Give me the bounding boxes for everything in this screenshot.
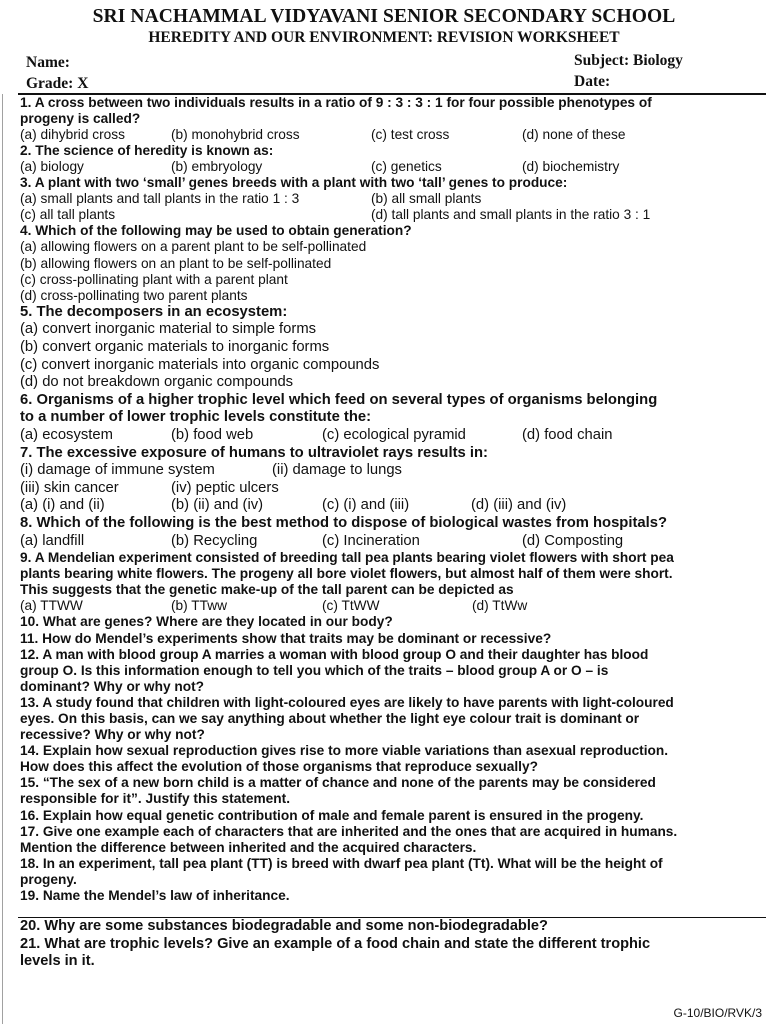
option-c: (c) cross-pollinating plant with a parent plant — [20, 271, 288, 287]
question-13: 13. A study found that children with light-coloured eyes are likely to have parents with light-coloured — [20, 694, 674, 710]
worksheet-title: HEREDITY AND OUR ENVIRONMENT: REVISION WORKSHEET — [148, 29, 620, 46]
question-text: to a number of lower trophic levels constitute the: — [20, 409, 372, 426]
option-c: (c) (i) and (iii) — [322, 497, 410, 514]
option-a: (a) convert inorganic material to simple forms — [20, 321, 317, 338]
question-11: 11. How do Mendel’s experiments show that traits may be dominant or recessive? — [20, 630, 552, 646]
question-6 — [20, 392, 765, 410]
school-name: SRI NACHAMMAL VIDYAVANI SENIOR SECONDARY SCHOOL — [92, 6, 676, 27]
q7-statements-row2 — [20, 480, 765, 498]
question-1-cont — [20, 111, 765, 127]
statement-iv: (iv) peptic ulcers — [171, 479, 279, 496]
question-15: 15. “The sex of a new born child is a matter of chance and none of the parents may be considered — [20, 775, 656, 791]
option-b: (b) monohybrid cross — [171, 127, 300, 143]
question-13-cont2: recessive? Why or why not? — [20, 727, 205, 743]
option-b: (b) (ii) and (iv) — [171, 497, 264, 514]
question-list-objective — [20, 95, 765, 904]
question-text: 4. Which of the following may be used to obtain generation? — [20, 223, 412, 239]
question-18: 18. In an experiment, tall pea plant (TT) is breed with dwarf pea plant (Tt). What will be the height of — [20, 855, 663, 871]
option-b: (b) allowing flowers on an plant to be self-pollinated — [20, 255, 332, 271]
question-text: 3. A plant with two ‘small’ genes breeds with a plant with two ‘tall’ genes to produce: — [20, 175, 568, 191]
question-2 — [20, 143, 765, 159]
option-d: (d) tall plants and small plants in the ratio 3 : 1 — [371, 207, 651, 223]
option-c: (c) Incineration — [322, 532, 420, 549]
option-b: (b) embryology — [171, 159, 263, 175]
question-text: 2. The science of heredity is known as: — [20, 143, 274, 159]
q1-options — [20, 127, 765, 143]
option-c: (c) all tall plants — [20, 207, 116, 223]
date-label: Date: — [574, 73, 611, 90]
question-6-cont — [20, 409, 765, 427]
question-3 — [20, 175, 765, 191]
option-c: (c) ecological pyramid — [322, 427, 466, 443]
option-a: (a) dihybrid cross — [20, 127, 125, 143]
q8-options — [20, 533, 765, 551]
option-b: (b) all small plants — [371, 191, 482, 207]
footer-code: G-10/BIO/RVK/3 — [673, 1006, 762, 1020]
q7-statements-row1 — [20, 462, 765, 480]
question-list-long — [20, 918, 765, 971]
option-d: (d) food chain — [522, 427, 613, 443]
statement-i: (i) damage of immune system — [20, 462, 215, 479]
question-8 — [20, 515, 765, 533]
question-17: 17. Give one example each of characters that are inherited and the ones that are acquired in humans. — [20, 823, 678, 839]
option-c: (c) test cross — [371, 127, 450, 143]
question-7 — [20, 445, 765, 463]
option-b: (b) TTww — [171, 598, 228, 614]
name-label: Name: — [26, 54, 70, 71]
question-16: 16. Explain how equal genetic contribution of male and female parent is ensured in the progeny. — [20, 807, 644, 823]
question-text: 1. A cross between two individuals results in a ratio of 9 : 3 : 3 : 1 for four possible phenotypes of — [20, 95, 652, 110]
option-b: (b) convert organic materials to inorganic forms — [20, 339, 330, 356]
q9-options — [20, 598, 765, 614]
question-text: 7. The excessive exposure of humans to ultraviolet rays results in: — [20, 444, 488, 461]
option-a: (a) ecosystem — [20, 427, 113, 443]
option-d: (d) do not breakdown organic compounds — [20, 374, 294, 391]
question-text: This suggests that the genetic make-up of the tall parent can be depicted as — [20, 582, 514, 598]
question-19: 19. Name the Mendel’s law of inheritance. — [20, 888, 290, 904]
question-21: 21. What are trophic levels? Give an example of a food chain and state the different trophic — [20, 935, 651, 952]
question-10: 10. What are genes? Where are they located in our body? — [20, 614, 393, 630]
question-12: 12. A man with blood group A marries a woman with blood group O and their daughter has blood — [20, 646, 649, 662]
q2-options — [20, 159, 765, 175]
option-b: (b) food web — [171, 427, 254, 443]
question-12-cont2: dominant? Why or why not? — [20, 678, 204, 694]
question-12-cont: group O. Is this information enough to tell you which of the traits – blood group A or O – is — [20, 662, 609, 678]
question-9-cont2 — [20, 582, 765, 598]
option-a: (a) (i) and (ii) — [20, 497, 105, 514]
option-b: (b) Recycling — [171, 532, 258, 549]
question-text: 9. A Mendelian experiment consisted of breeding tall pea plants bearing violet flowers with short pea — [20, 550, 674, 566]
question-14-cont: How does this affect the evolution of those organisms that reproduce sexually? — [20, 759, 538, 775]
question-1 — [20, 95, 765, 111]
option-d: (d) Composting — [522, 532, 624, 549]
question-20: 20. Why are some substances biodegradable and some non-biodegradable? — [20, 918, 548, 934]
question-text: progeny is called? — [20, 111, 141, 127]
question-text: 5. The decomposers in an ecosystem: — [20, 303, 288, 320]
question-13-cont: eyes. On this basis, can we say anything about whether the light eye colour trait is dominant or — [20, 711, 640, 726]
question-21-cont: levels in it. — [20, 953, 95, 969]
question-18-cont: progeny. — [20, 871, 77, 887]
question-17-cont: Mention the difference between inherited and the acquired characters. — [20, 839, 477, 855]
question-text: 8. Which of the following is the best method to dispose of biological wastes from hospitals? — [20, 514, 667, 531]
q7-options — [20, 497, 765, 515]
q6-options — [20, 427, 765, 445]
option-a: (a) landfill — [20, 532, 85, 549]
option-a: (a) small plants and tall plants in the ratio 1 : 3 — [20, 191, 300, 207]
question-text: plants bearing white flowers. The progeny all bore violet flowers, but almost half of them were short. — [20, 566, 673, 582]
option-d: (d) none of these — [522, 127, 626, 143]
question-9 — [20, 550, 765, 566]
subject-label: Subject: Biology — [574, 52, 683, 69]
option-c: (c) genetics — [371, 159, 442, 175]
statement-iii: (iii) skin cancer — [20, 479, 119, 496]
question-5 — [20, 304, 765, 322]
option-d: (d) (iii) and (iv) — [471, 497, 567, 514]
option-c: (c) TtWW — [322, 598, 380, 614]
question-9-cont — [20, 566, 765, 582]
q3-options-row2 — [20, 207, 765, 223]
question-4 — [20, 223, 765, 239]
grade-label: Grade: X — [26, 75, 89, 92]
option-d: (d) TtWw — [472, 598, 528, 614]
option-d: (d) biochemistry — [522, 159, 620, 175]
option-a: (a) TTWW — [20, 598, 83, 614]
option-c: (c) convert inorganic materials into organic compounds — [20, 356, 380, 373]
question-15-cont: responsible for it”. Justify this statement. — [20, 791, 291, 807]
option-a: (a) allowing flowers on a parent plant to be self-pollinated — [20, 239, 367, 255]
statement-ii: (ii) damage to lungs — [272, 462, 402, 479]
q3-options-row1 — [20, 191, 765, 207]
left-margin-line — [2, 94, 3, 1024]
option-a: (a) biology — [20, 159, 84, 175]
question-14: 14. Explain how sexual reproduction gives rise to more viable variations than asexual reproduction. — [20, 743, 669, 759]
option-d: (d) cross-pollinating two parent plants — [20, 287, 248, 303]
question-text: 6. Organisms of a higher trophic level which feed on several types of organisms belonging — [20, 391, 658, 408]
